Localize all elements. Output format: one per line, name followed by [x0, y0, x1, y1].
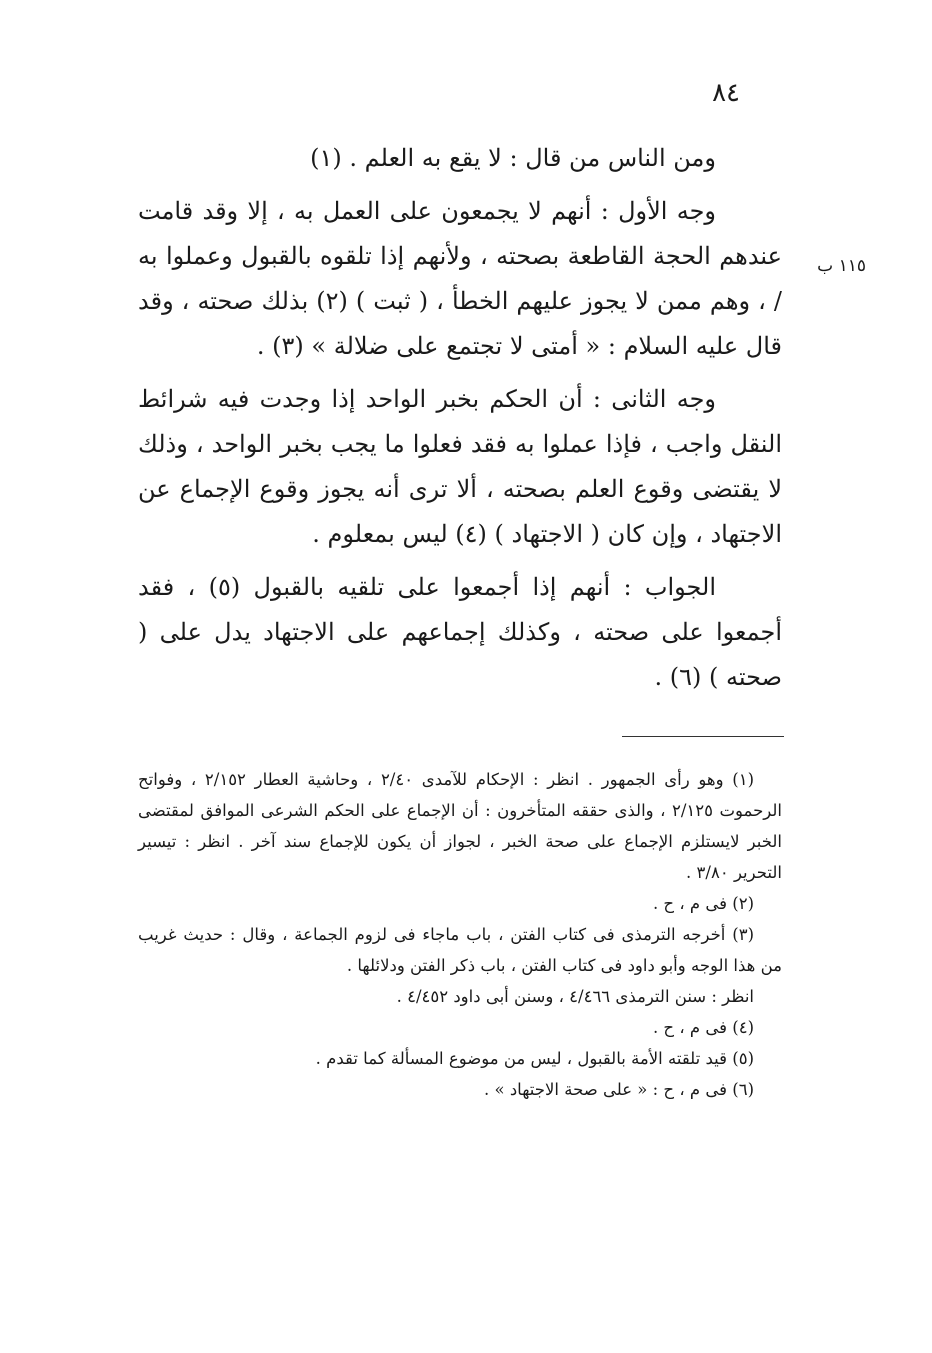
footnote-divider — [622, 736, 784, 737]
paragraph-opinion: ومن الناس من قال : لا يقع به العلم . (١) — [310, 144, 716, 172]
footnote-1: (١) وهو رأى الجمهور . انظر : الإحكام للآمدى ٢/٤٠ ، وحاشية العطار ٢/١٥٢ ، وفواتح الرحموت ٢/١٢٥ ، والذى حققه المتأخرون : أن الإجماع على الحكم الشرعى الموافق لمقتضى الخبر لايستلزم الإجماع على صحة الخبر ، لجواز أن يكون للإجماع سند آخر . انظر : تيسير التحرير ٣/٨٠ . — [138, 770, 782, 882]
footnote-3: (٣) أخرجه الترمذى فى كتاب الفتن ، باب ماجاء فى لزوم الجماعة ، وقال : حديث غريب من هذا الوجه وأبو داود فى كتاب الفتن ، باب ذكر الفتن ودلائلها . — [138, 925, 782, 975]
footnote-5: (٥) قيد تلقته الأمة بالقبول ، ليس من موضوع المسألة كما تقدم . — [315, 1049, 754, 1068]
footnotes — [138, 764, 782, 1105]
footnote-2: (٢) فى م ، ح . — [652, 894, 754, 913]
footnote-3-reference: انظر : سنن الترمذى ٤/٤٦٦ ، وسنن أبى داود ٤/٤٥٢ . — [396, 987, 754, 1006]
margin-folio-note: ١١٥ ب — [817, 256, 866, 276]
page-number: ٨٤ — [712, 78, 740, 108]
paragraph-first-argument: وجه الأول : أنهم لا يجمعون على العمل به ، إلا وقد قامت عندهم الحجة القاطعة بصحته ، ولأنهم إذا تلقوه بالقبول وعملوا به / ، وهم ممن لا يجوز عليهم الخطأ ، ( ثبت ) (٢) بذلك صحته ، وقد قال عليه السلام : « أمتى لا تجتمع على ضلالة » (٣) . — [138, 197, 782, 360]
footnote-4: (٤) فى م ، ح . — [652, 1018, 754, 1037]
main-text — [138, 136, 782, 700]
paragraph-second-argument: وجه الثانى : أن الحكم بخبر الواحد إذا وجدت فيه شرائط النقل واجب ، فإذا عملوا به فقد فعلوا ما يجب بخبر الواحد ، وذلك لا يقتضى وقوع العلم بصحته ، ألا ترى أنه يجوز وقوع الإجماع عن الاجتهاد ، وإن كان ( الاجتهاد ) (٤) ليس بمعلوم . — [138, 385, 782, 548]
paragraph-answer: الجواب : أنهم إذا أجمعوا على تلقيه بالقبول (٥) ، فقد أجمعوا على صحته ، وكذلك إجماعهم على الاجتهاد يدل على ( صحته ) (٦) . — [138, 573, 782, 691]
footnote-6: (٦) فى م ، ح : « على صحة الاجتهاد » . — [484, 1080, 754, 1099]
